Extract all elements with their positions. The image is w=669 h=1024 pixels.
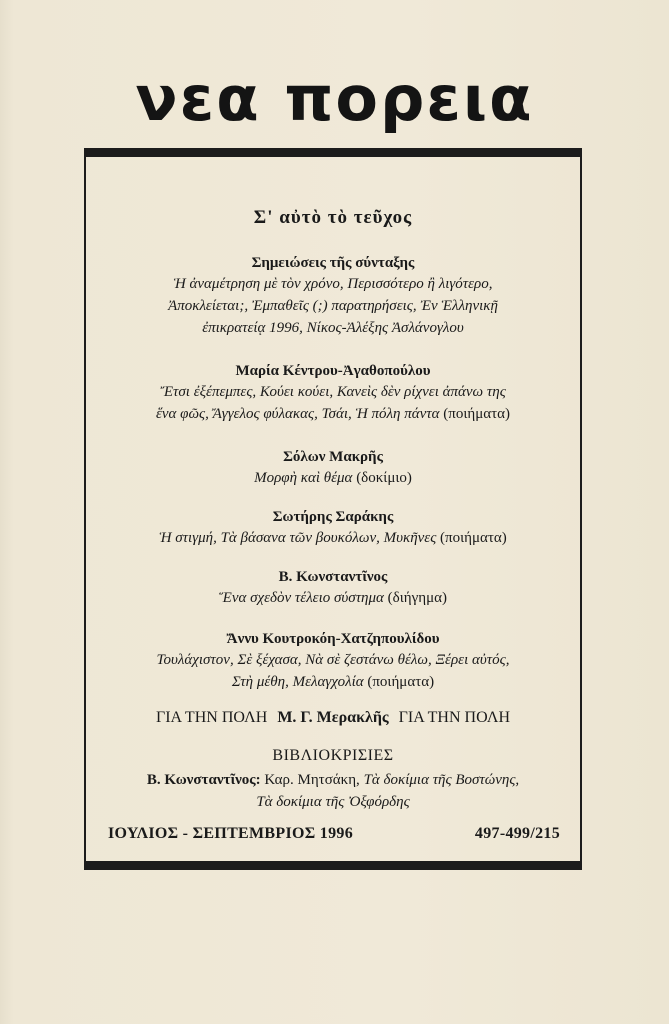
entry-work-line bbox=[86, 273, 580, 295]
entry-work-line bbox=[86, 527, 580, 549]
entry-author: Σόλων Μακρῆς bbox=[283, 449, 383, 465]
cover-footer bbox=[108, 825, 560, 843]
issue-number: 497-499/215 bbox=[474, 825, 560, 842]
city-section-author: Μ. Γ. Μερακλῆς bbox=[277, 709, 389, 726]
city-section-label-right: ΓΙΑ ΤΗΝ ΠΟΛΗ bbox=[398, 709, 511, 726]
city-section-label-left: ΓΙΑ ΤΗΝ ΠΟΛΗ bbox=[155, 709, 268, 726]
issue-date: ΙΟΥΛΙΟΣ - ΣΕΠΤΕΜΒΡΙΟΣ 1996 bbox=[108, 825, 354, 842]
reviewer-name: Β. Κωνσταντῖνος: bbox=[146, 772, 261, 788]
entry-work-line bbox=[86, 587, 580, 609]
masthead-title: νεα πορεια bbox=[135, 62, 534, 135]
entry-work-line bbox=[86, 671, 580, 693]
entry-work-line bbox=[86, 317, 580, 339]
entry-author: Σημειώσεις τῆς σύνταξης bbox=[251, 255, 415, 271]
reviews-block bbox=[86, 769, 580, 813]
entry-author: Σωτήρης Σαράκης bbox=[272, 509, 394, 525]
contents-frame bbox=[84, 148, 582, 870]
contents-entry bbox=[86, 567, 580, 609]
work-title: Ἔτσι ἐξέπεμπες, Κούει κούει, Κανεὶς δὲν ρίχνει ἀπάνω της bbox=[160, 384, 506, 400]
contents-entry bbox=[86, 253, 580, 339]
work-title: ἐπικρατείᾳ 1996, Νίκος-Ἀλέξης Ἀσλάνογλου bbox=[202, 320, 464, 336]
contents-heading: Σ' αὐτὸ τὸ τεῦχος bbox=[253, 207, 413, 228]
entry-work-line bbox=[86, 295, 580, 317]
contents-entry bbox=[86, 361, 580, 425]
work-genre: (διήγημα) bbox=[383, 590, 447, 606]
entry-author: Β. Κωνσταντῖνος bbox=[278, 569, 388, 585]
contents-entry bbox=[86, 447, 580, 489]
work-genre: (δοκίμιο) bbox=[352, 470, 412, 486]
reviewed-title: Τὰ δοκίμια τῆς Βοστώνης, bbox=[363, 772, 520, 788]
work-genre: (ποιήματα) bbox=[436, 530, 507, 546]
entry-work-line bbox=[86, 381, 580, 403]
work-title: Στὴ μέθη, Μελαγχολία bbox=[231, 674, 364, 690]
contents-entry bbox=[86, 629, 580, 693]
reviews-line bbox=[86, 769, 580, 791]
entry-work-line bbox=[86, 467, 580, 489]
entry-work-line bbox=[86, 649, 580, 671]
work-title: Τουλάχιστον, Σὲ ξέχασα, Νὰ σὲ ζεστάνω θέλω, Ξέρει αὐτός, bbox=[156, 652, 510, 668]
work-title: Ἀποκλείεται;, Ἐμπαθεῖς (;) παρατηρήσεις, Ἐν Ἑλληνικῇ bbox=[168, 298, 498, 314]
reviews-heading: ΒΙΒΛΙΟΚΡΙΣΙΕΣ bbox=[272, 747, 394, 764]
work-genre: (ποιήματα) bbox=[363, 674, 435, 690]
reviewed-author: Καρ. Μητσάκη, bbox=[260, 772, 364, 788]
city-section bbox=[86, 709, 580, 727]
entry-author: Μαρία Κέντρου-Ἀγαθοπούλου bbox=[235, 363, 431, 379]
work-title: ἕνα φῶς, Ἄγγελος φύλακας, Τσάι, Ἡ πόλη πάντα bbox=[155, 406, 440, 422]
entry-work-line bbox=[86, 403, 580, 425]
reviews-line bbox=[86, 791, 580, 813]
work-title: Ἕνα σχεδὸν τέλειο σύστημα bbox=[219, 590, 384, 606]
contents-entry bbox=[86, 507, 580, 549]
work-genre: (ποιήματα) bbox=[439, 406, 511, 422]
work-title: Μορφὴ καὶ θέμα bbox=[254, 470, 353, 486]
work-title: Ἡ ἀναμέτρηση μὲ τὸν χρόνο, Περισσότερο ἢ λιγότερο, bbox=[173, 276, 493, 292]
work-title: Ἡ στιγμή, Τὰ βάσανα τῶν βουκόλων, Μυκῆνες bbox=[159, 530, 437, 546]
reviewed-title: Τὰ δοκίμια τῆς Ὀξφόρδης bbox=[256, 794, 410, 810]
entry-author: Ἄννυ Κουτροκόη-Χατζηπουλίδου bbox=[226, 631, 440, 647]
